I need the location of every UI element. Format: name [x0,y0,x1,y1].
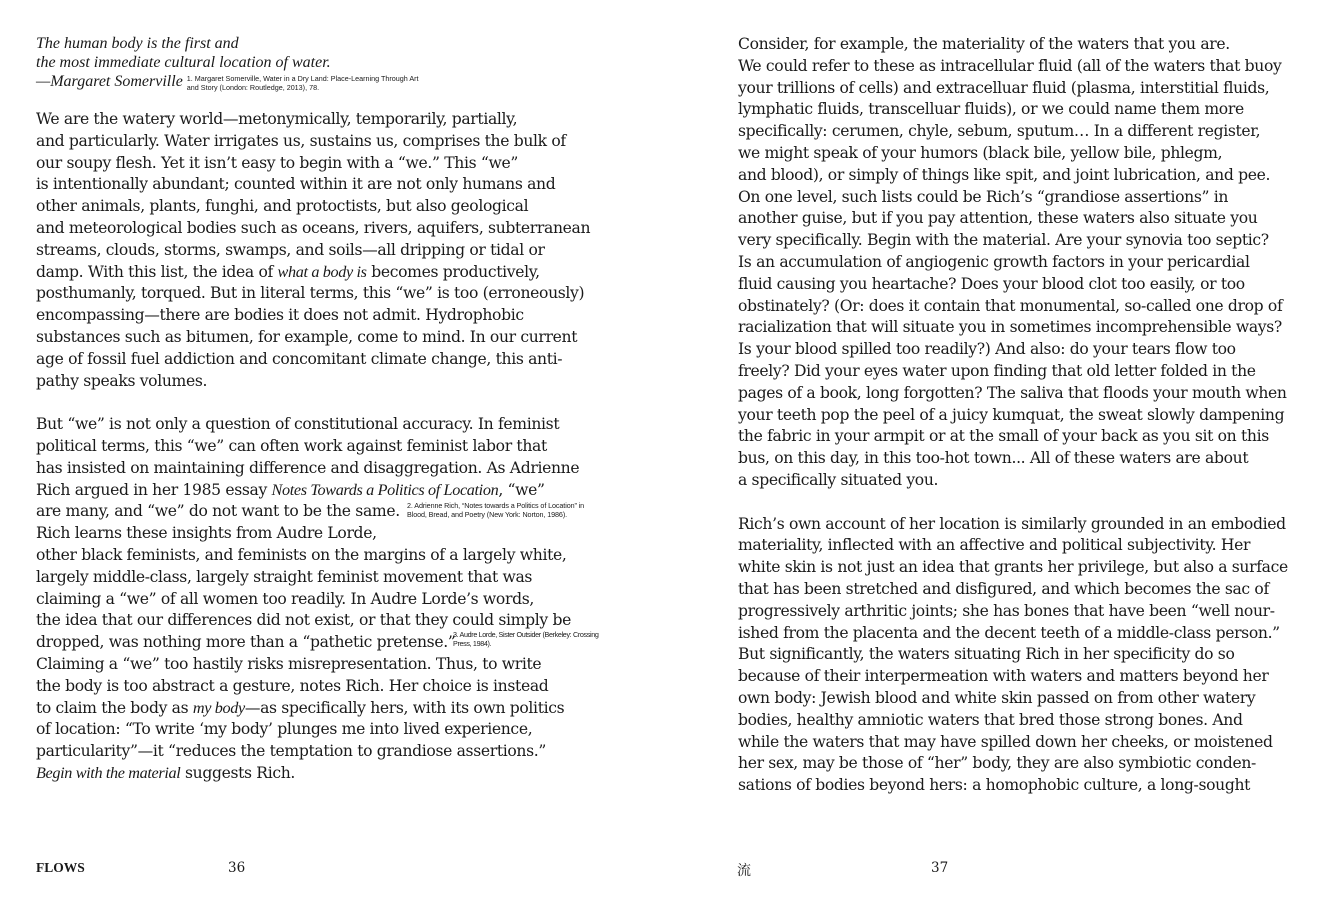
footnote-3: 3. Audre Lorde, Sister Outsider (Berkeley: Crossing Press, 1984). [453,630,599,649]
page-number-left: 36 [228,860,246,876]
epigraph-author: —Margaret Somerville [36,73,183,90]
epigraph-line-2: the most immediate cultural location of water. [36,54,331,71]
right-paragraph-2: Rich’s own account of her location is similarly grounded in an embodied materiality, inflected with an affective and political subjectivity. Her white skin is not just an idea that grants her privilege, but also a surface that has been stretched and disfigured, and which becomes the sac of progressively arthritic joints; she has bones that have been “well nour- ished from the placenta and the decent teeth of a middle-class person.” But significantly, the waters situating Rich in her specificity do so because of their interpermeation with waters and matters beyond her own body: Jewish blood and white skin passed on from other watery bodies, healthy amniotic waters that bred those strong bones. And while the waters that may have spilled down her cheeks, or moistened her sex, may be those of “her” body, they are also symbiotic conden- sations of bodies beyond hers: a homophobic culture, a long-sought [738,514,1288,795]
right-page [738,34,1308,797]
footnote-2: 2. Adrienne Rich, “Notes towards a Politics of Location” in Blood, Bread, and Poetry (New York: Norton, 1986). [407,501,585,520]
running-footer-title: FLOWS [36,860,85,875]
epigraph [36,34,602,92]
left-paragraph-2: But “we” is not only a question of constitutional accuracy. In feminist political terms, this “we” can often work against feminist labor that has insisted on maintaining difference and disaggregation. As Adrienne Rich argued in her 1985 essay Notes Towards a Politics of Location, “we” are many, and “we” do not want to be the same. 2. Adrienne Rich, “Notes towards a Politics of Location” in Blood, Bread, and Poetry (New York: Norton, 1986). Rich learns these insights from Audre Lorde, other black feminists, and feminists on the margins of a largely white, largely middle-class, largely straight feminist movement that was claiming a “we” of all women too readily. In Audre Lorde’s words, the idea that our differences did not exist, or that they could simply be dropped, was nothing more than a “pathetic pretense.” 3. Audre Lorde, Sister Outsider (Berkeley: Crossing Press, 1984). Claiming a “we” too hastily risks misrepresentation. Thus, to write the body is too abstract a gesture, notes Rich. Her choice is instead to claim the body as my body—as specifically hers, with its own politics of location: “To write ‘my body’ plunges me into lived experience, particularity”—it “reduces the temptation to grandiose assertions.” Begin with the material suggests Rich. [36,414,602,785]
left-paragraph-1: We are the watery world—metonymically, temporarily, partially, and particularly. Water irrigates us, sustains us, comprises the bulk of our soupy flesh. Yet it isn’t easy to begin with a “we.” This “we” is intentionally abundant; counted within it are not only humans and other animals, plants, funghi, and protoctists, but also geological and meteorological bodies such as oceans, rivers, aquifers, subterranean streams, clouds, storms, swamps, and soils—all dripping or tidal or damp. With this list, the idea of what a body is becomes productively, posthumanly, torqued. But in literal terms, this “we” is too (erroneously) encompassing—there are bodies it does not admit. Hydrophobic substances such as bitumen, for example, come to mind. In our current age of fossil fuel addiction and concomitant climate change, this anti- pathy speaks volumes. [36,110,591,390]
right-paragraph-1: Consider, for example, the materiality of the waters that you are. We could refer to these as intracellular fluid (all of the waters that buoy your trillions of cells) and extracelluar fluid (plasma, interstitial fluids, lymphatic fluids, transcelluar fluids), or we could name them more specifically: cerumen, chyle, sebum, sputum… In a different register, we might speak of your humors (black bile, yellow bile, phlegm, and blood), or simply of things like spit, and joint lubrication, and pee. On one level, such lists could be Rich’s “grandiose assertions” in another guise, but if you pay attention, these waters also situate you very specifically. Begin with the material. Are your synovia too septic? Is an accumulation of angiogenic growth factors in your pericardial fluid causing you heartache? Does your blood clot too easily, or too obstinately? (Or: does it contain that monumental, so-called one drop of racialization that will situate you in sometimes incomprehensible ways? Is your blood spilled too readily?) And also: do your tears flow too freely? Did your eyes water upon finding that old letter folded in the pages of a book, long forgotten? The saliva that floods your mouth when your teeth pop the peel of a juicy kumquat, the sweat slowly dampening the fabric in your armpit or at the small of your back as you sit on this bus, on this day, in this too-hot town... All of these waters are about a specifically situated you. [738,35,1287,489]
epigraph-line-1: The human body is the first and [36,35,239,52]
running-footer-cjk-title: 流 [737,863,751,879]
footnote-1: 1. Margaret Somerville, Water in a Dry Land: Place-Learning Through Art and Story (London: Routledge, 2013), 78. [186,74,419,92]
left-page [36,34,602,785]
page-number-right: 37 [931,860,949,876]
